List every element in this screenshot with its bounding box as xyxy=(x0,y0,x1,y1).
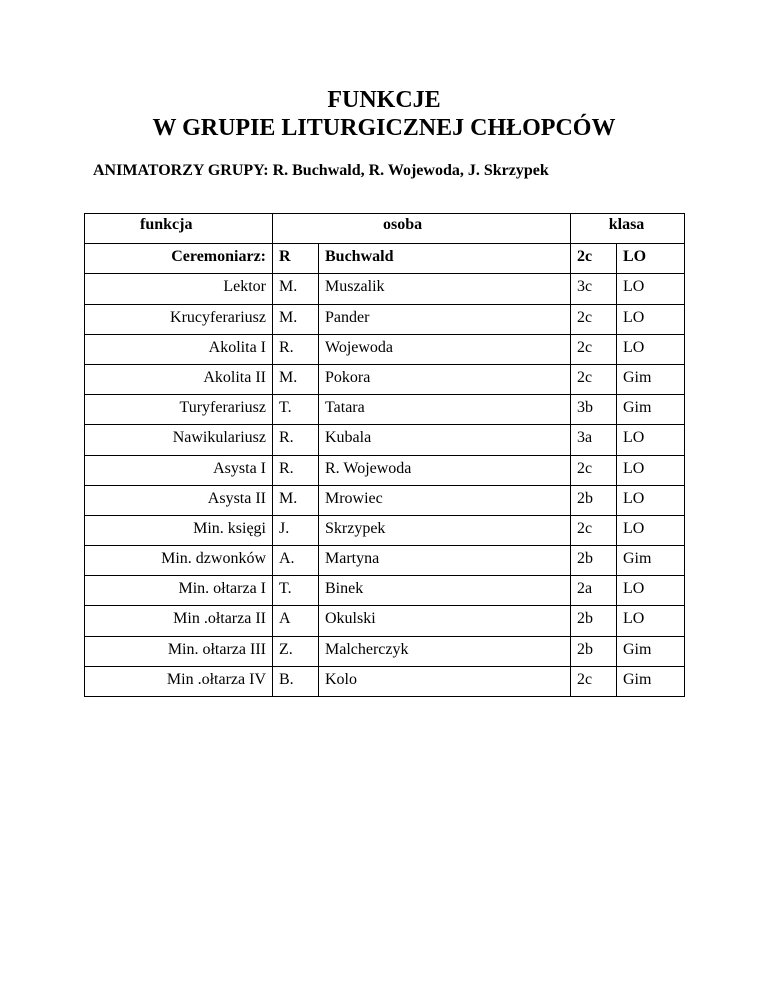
surname-cell: Kubala xyxy=(319,425,571,455)
table-row xyxy=(85,515,685,545)
table-row xyxy=(85,546,685,576)
class-cell: 2c xyxy=(571,666,617,696)
role-cell: Asysta II xyxy=(85,485,273,515)
role-cell: Min. dzwonków xyxy=(85,546,273,576)
school-cell: Gim xyxy=(617,364,685,394)
initial-cell: R. xyxy=(273,455,319,485)
table-row xyxy=(85,485,685,515)
table-body xyxy=(85,244,685,697)
class-cell: 3b xyxy=(571,395,617,425)
school-cell: LO xyxy=(617,576,685,606)
school-cell: LO xyxy=(617,425,685,455)
title-line-1: FUNKCJE xyxy=(327,87,441,113)
school-cell: LO xyxy=(617,334,685,364)
surname-cell: Pander xyxy=(319,304,571,334)
role-cell: Akolita II xyxy=(85,364,273,394)
page-title xyxy=(0,86,768,142)
school-cell: LO xyxy=(617,304,685,334)
class-cell: 2c xyxy=(571,244,617,274)
initial-cell: M. xyxy=(273,485,319,515)
table-row xyxy=(85,666,685,696)
roles-table xyxy=(84,213,685,697)
initial-cell: M. xyxy=(273,274,319,304)
school-cell: Gim xyxy=(617,636,685,666)
school-cell: LO xyxy=(617,244,685,274)
class-cell: 2c xyxy=(571,455,617,485)
class-cell: 2b xyxy=(571,636,617,666)
table-row xyxy=(85,425,685,455)
surname-cell: Wojewoda xyxy=(319,334,571,364)
school-cell: LO xyxy=(617,274,685,304)
class-cell: 3c xyxy=(571,274,617,304)
school-cell: Gim xyxy=(617,395,685,425)
initial-cell: R xyxy=(273,244,319,274)
table-row xyxy=(85,395,685,425)
header-osoba: osoba xyxy=(273,214,571,244)
table-row xyxy=(85,576,685,606)
surname-cell: Okulski xyxy=(319,606,571,636)
surname-cell: Malcherczyk xyxy=(319,636,571,666)
table-row xyxy=(85,364,685,394)
class-cell: 2c xyxy=(571,304,617,334)
initial-cell: R. xyxy=(273,425,319,455)
header-klasa: klasa xyxy=(571,214,685,244)
surname-cell: Tatara xyxy=(319,395,571,425)
role-cell: Krucyferariusz xyxy=(85,304,273,334)
title-line-2: W GRUPIE LITURGICZNEJ CHŁOPCÓW xyxy=(152,115,616,141)
school-cell: Gim xyxy=(617,666,685,696)
table-row xyxy=(85,455,685,485)
role-cell: Lektor xyxy=(85,274,273,304)
school-cell: LO xyxy=(617,515,685,545)
class-cell: 2b xyxy=(571,606,617,636)
surname-cell: Pokora xyxy=(319,364,571,394)
class-cell: 2c xyxy=(571,515,617,545)
surname-cell: Martyna xyxy=(319,546,571,576)
class-cell: 2b xyxy=(571,485,617,515)
initial-cell: A. xyxy=(273,546,319,576)
school-cell: LO xyxy=(617,606,685,636)
surname-cell: R. Wojewoda xyxy=(319,455,571,485)
class-cell: 2b xyxy=(571,546,617,576)
class-cell: 2a xyxy=(571,576,617,606)
surname-cell: Skrzypek xyxy=(319,515,571,545)
header-funkcja: funkcja xyxy=(85,214,273,244)
table-row xyxy=(85,606,685,636)
initial-cell: M. xyxy=(273,304,319,334)
school-cell: Gim xyxy=(617,546,685,576)
role-cell: Turyferariusz xyxy=(85,395,273,425)
role-cell: Akolita I xyxy=(85,334,273,364)
role-cell: Min .ołtarza II xyxy=(85,606,273,636)
school-cell: LO xyxy=(617,455,685,485)
class-cell: 2c xyxy=(571,334,617,364)
table-row xyxy=(85,304,685,334)
school-cell: LO xyxy=(617,485,685,515)
initial-cell: T. xyxy=(273,395,319,425)
role-cell: Min. ołtarza I xyxy=(85,576,273,606)
initial-cell: R. xyxy=(273,334,319,364)
initial-cell: M. xyxy=(273,364,319,394)
role-cell: Ceremoniarz: xyxy=(85,244,273,274)
initial-cell: J. xyxy=(273,515,319,545)
animators-line: ANIMATORZY GRUPY: R. Buchwald, R. Wojewoda, J. Skrzypek xyxy=(93,162,549,179)
role-cell: Min .ołtarza IV xyxy=(85,666,273,696)
class-cell: 2c xyxy=(571,364,617,394)
class-cell: 3a xyxy=(571,425,617,455)
role-cell: Nawikulariusz xyxy=(85,425,273,455)
surname-cell: Kolo xyxy=(319,666,571,696)
surname-cell: Buchwald xyxy=(319,244,571,274)
table-row xyxy=(85,334,685,364)
table-row xyxy=(85,636,685,666)
role-cell: Min. ołtarza III xyxy=(85,636,273,666)
initial-cell: A xyxy=(273,606,319,636)
initial-cell: Z. xyxy=(273,636,319,666)
table-header-row xyxy=(85,214,685,244)
surname-cell: Mrowiec xyxy=(319,485,571,515)
surname-cell: Binek xyxy=(319,576,571,606)
surname-cell: Muszalik xyxy=(319,274,571,304)
table-row xyxy=(85,274,685,304)
role-cell: Min. księgi xyxy=(85,515,273,545)
table-row xyxy=(85,244,685,274)
role-cell: Asysta I xyxy=(85,455,273,485)
initial-cell: B. xyxy=(273,666,319,696)
initial-cell: T. xyxy=(273,576,319,606)
